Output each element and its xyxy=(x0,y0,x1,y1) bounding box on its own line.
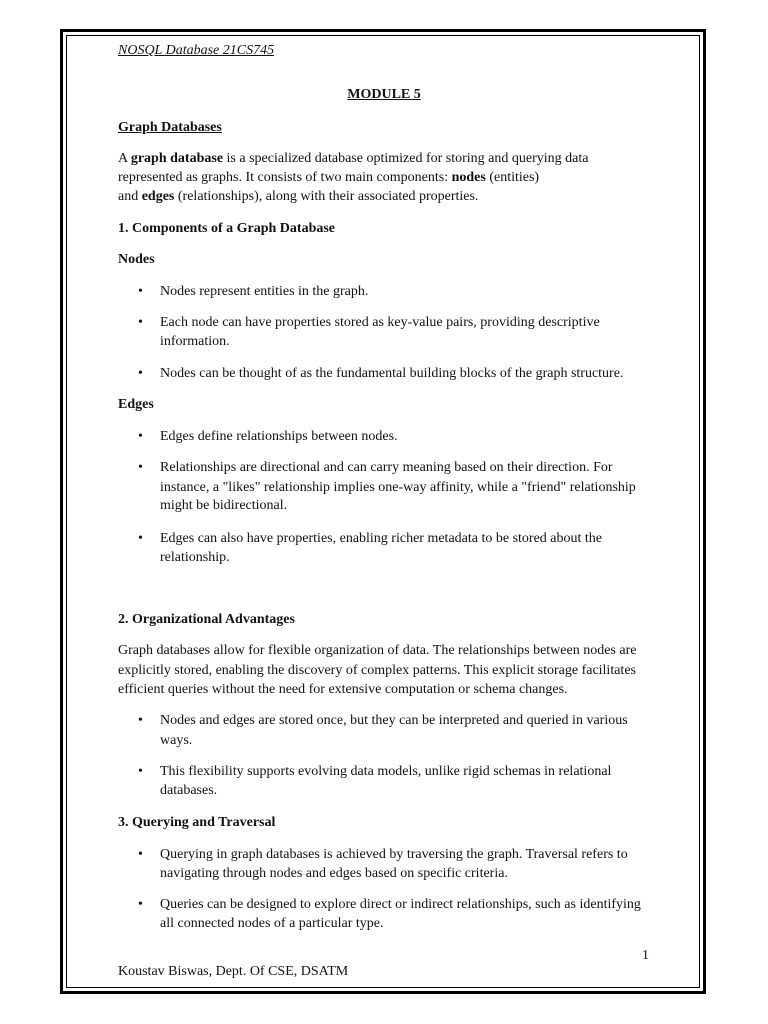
edges-bullet-2-line-1: Relationships are directional and can carry meaning based on their direction. For xyxy=(160,460,613,475)
nodes-bullet-3: Nodes can be thought of as the fundamental building blocks of the graph structure. xyxy=(160,366,624,381)
organizational-bullet-1-line-2: ways. xyxy=(160,733,193,748)
bullet-icon: • xyxy=(138,847,143,862)
organizational-para-line-1: Graph databases allow for flexible organization of data. The relationships between nodes are xyxy=(118,643,637,658)
edges-bullet-2-line-3: might be bidirectional. xyxy=(160,498,288,513)
edges-subheading: Edges xyxy=(118,397,154,412)
bullet-icon: • xyxy=(138,713,143,728)
organizational-bullet-2-line-1: This flexibility supports evolving data models, unlike rigid schemas in relational xyxy=(160,764,612,779)
querying-heading: 3. Querying and Traversal xyxy=(118,815,276,830)
querying-bullet-2-line-1: Queries can be designed to explore direct or indirect relationships, such as identifying xyxy=(160,897,641,912)
querying-bullet-1-line-2: navigating through nodes and edges based on specific criteria. xyxy=(160,866,508,881)
organizational-bullet-2-line-2: databases. xyxy=(160,783,218,798)
bullet-icon: • xyxy=(138,897,143,912)
querying-bullet-1-line-1: Querying in graph databases is achieved by traversing the graph. Traversal refers to xyxy=(160,847,628,862)
running-header: NOSQL Database 21CS745 xyxy=(118,43,275,58)
organizational-bullet-1-line-1: Nodes and edges are stored once, but they can be interpreted and queried in various xyxy=(160,713,628,728)
bullet-icon: • xyxy=(138,460,143,475)
components-heading: 1. Components of a Graph Database xyxy=(118,221,336,236)
intro-line-2: represented as graphs. It consists of two main components: nodes (entities) xyxy=(118,170,540,185)
intro-line-1: A graph database is a specialized database optimized for storing and querying data xyxy=(118,151,589,166)
footer-author: Koustav Biswas, Dept. Of CSE, DSATM xyxy=(118,964,349,979)
edges-bullet-2-line-2: instance, a "likes" relationship implies one-way affinity, while a "friend" relationship xyxy=(160,480,636,495)
bullet-icon: • xyxy=(138,366,143,381)
nodes-subheading: Nodes xyxy=(118,252,155,267)
bullet-icon: • xyxy=(138,429,143,444)
bullet-icon: • xyxy=(138,315,143,330)
organizational-heading: 2. Organizational Advantages xyxy=(118,612,295,627)
bullet-icon: • xyxy=(138,764,143,779)
page-number: 1 xyxy=(642,948,649,963)
bullet-icon: • xyxy=(138,284,143,299)
organizational-para-line-2: explicitly stored, enabling the discovery of complex patterns. This explicit storage facilitates xyxy=(118,663,636,678)
querying-bullet-2-line-2: all connected nodes of a particular type. xyxy=(160,916,384,931)
nodes-bullet-2-line-2: information. xyxy=(160,334,230,349)
organizational-para-line-3: efficient queries without the need for extensive computation or schema changes. xyxy=(118,682,568,697)
intro-line-3: and edges (relationships), along with their associated properties. xyxy=(118,189,479,204)
module-title: MODULE 5 xyxy=(347,87,421,102)
nodes-bullet-1: Nodes represent entities in the graph. xyxy=(160,284,369,299)
section-title: Graph Databases xyxy=(118,120,222,135)
edges-bullet-1: Edges define relationships between nodes. xyxy=(160,429,398,444)
edges-bullet-3-line-1: Edges can also have properties, enabling richer metadata to be stored about the xyxy=(160,531,602,546)
nodes-bullet-2-line-1: Each node can have properties stored as key-value pairs, providing descriptive xyxy=(160,315,600,330)
bullet-icon: • xyxy=(138,531,143,546)
edges-bullet-3-line-2: relationship. xyxy=(160,550,230,565)
